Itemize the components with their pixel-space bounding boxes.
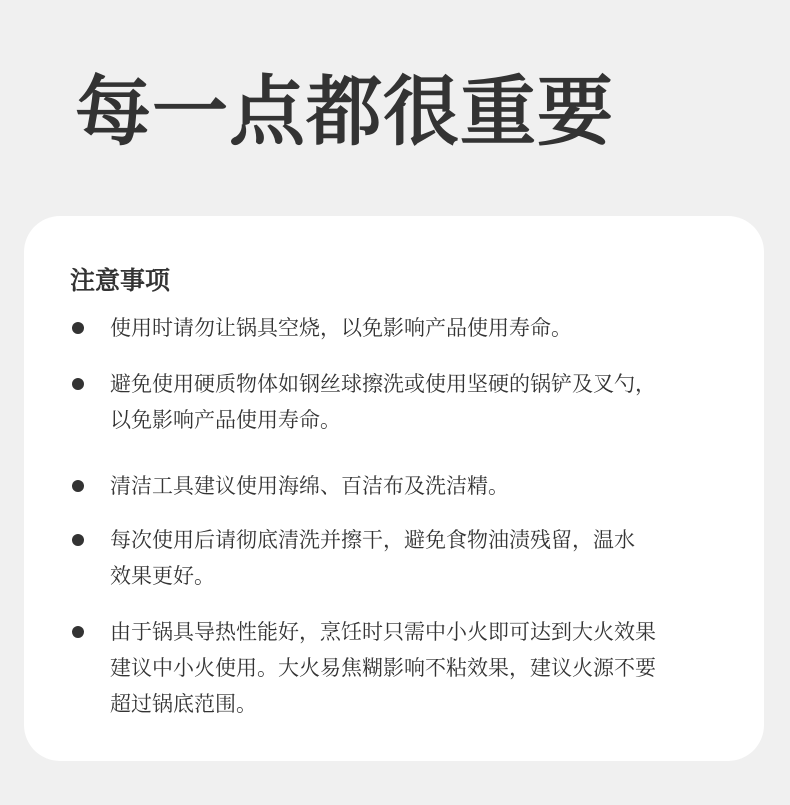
notes-card: [24, 216, 764, 761]
note-item: [110, 310, 730, 346]
note-text: 清洁工具建议使用海绵、百洁布及洗洁精。: [110, 474, 509, 498]
note-item: [110, 468, 730, 504]
bullet-icon: [72, 534, 84, 546]
page-headline: 每一点都很重要: [75, 67, 614, 156]
note-item: [110, 366, 730, 438]
note-text: 避免使用硬质物体如钢丝球擦洗或使用坚硬的锅铲及叉勺， 以免影响产品使用寿命。: [110, 372, 656, 432]
note-text: 使用时请勿让锅具空烧，以免影响产品使用寿命。: [110, 316, 572, 340]
note-text: 由于锅具导热性能好，烹饪时只需中小火即可达到大火效果 建议中小火使用。大火易焦糊影响不粘效果，建议火源不要 超过锅底范围。: [110, 620, 656, 716]
bullet-icon: [72, 322, 84, 334]
note-item: [110, 522, 730, 594]
bullet-icon: [72, 378, 84, 390]
note-item: [110, 614, 730, 722]
bullet-icon: [72, 626, 84, 638]
bullet-icon: [72, 480, 84, 492]
notes-title: 注意事项: [70, 266, 171, 295]
note-text: 每次使用后请彻底清洗并擦干，避免食物油渍残留，温水 效果更好。: [110, 528, 635, 588]
